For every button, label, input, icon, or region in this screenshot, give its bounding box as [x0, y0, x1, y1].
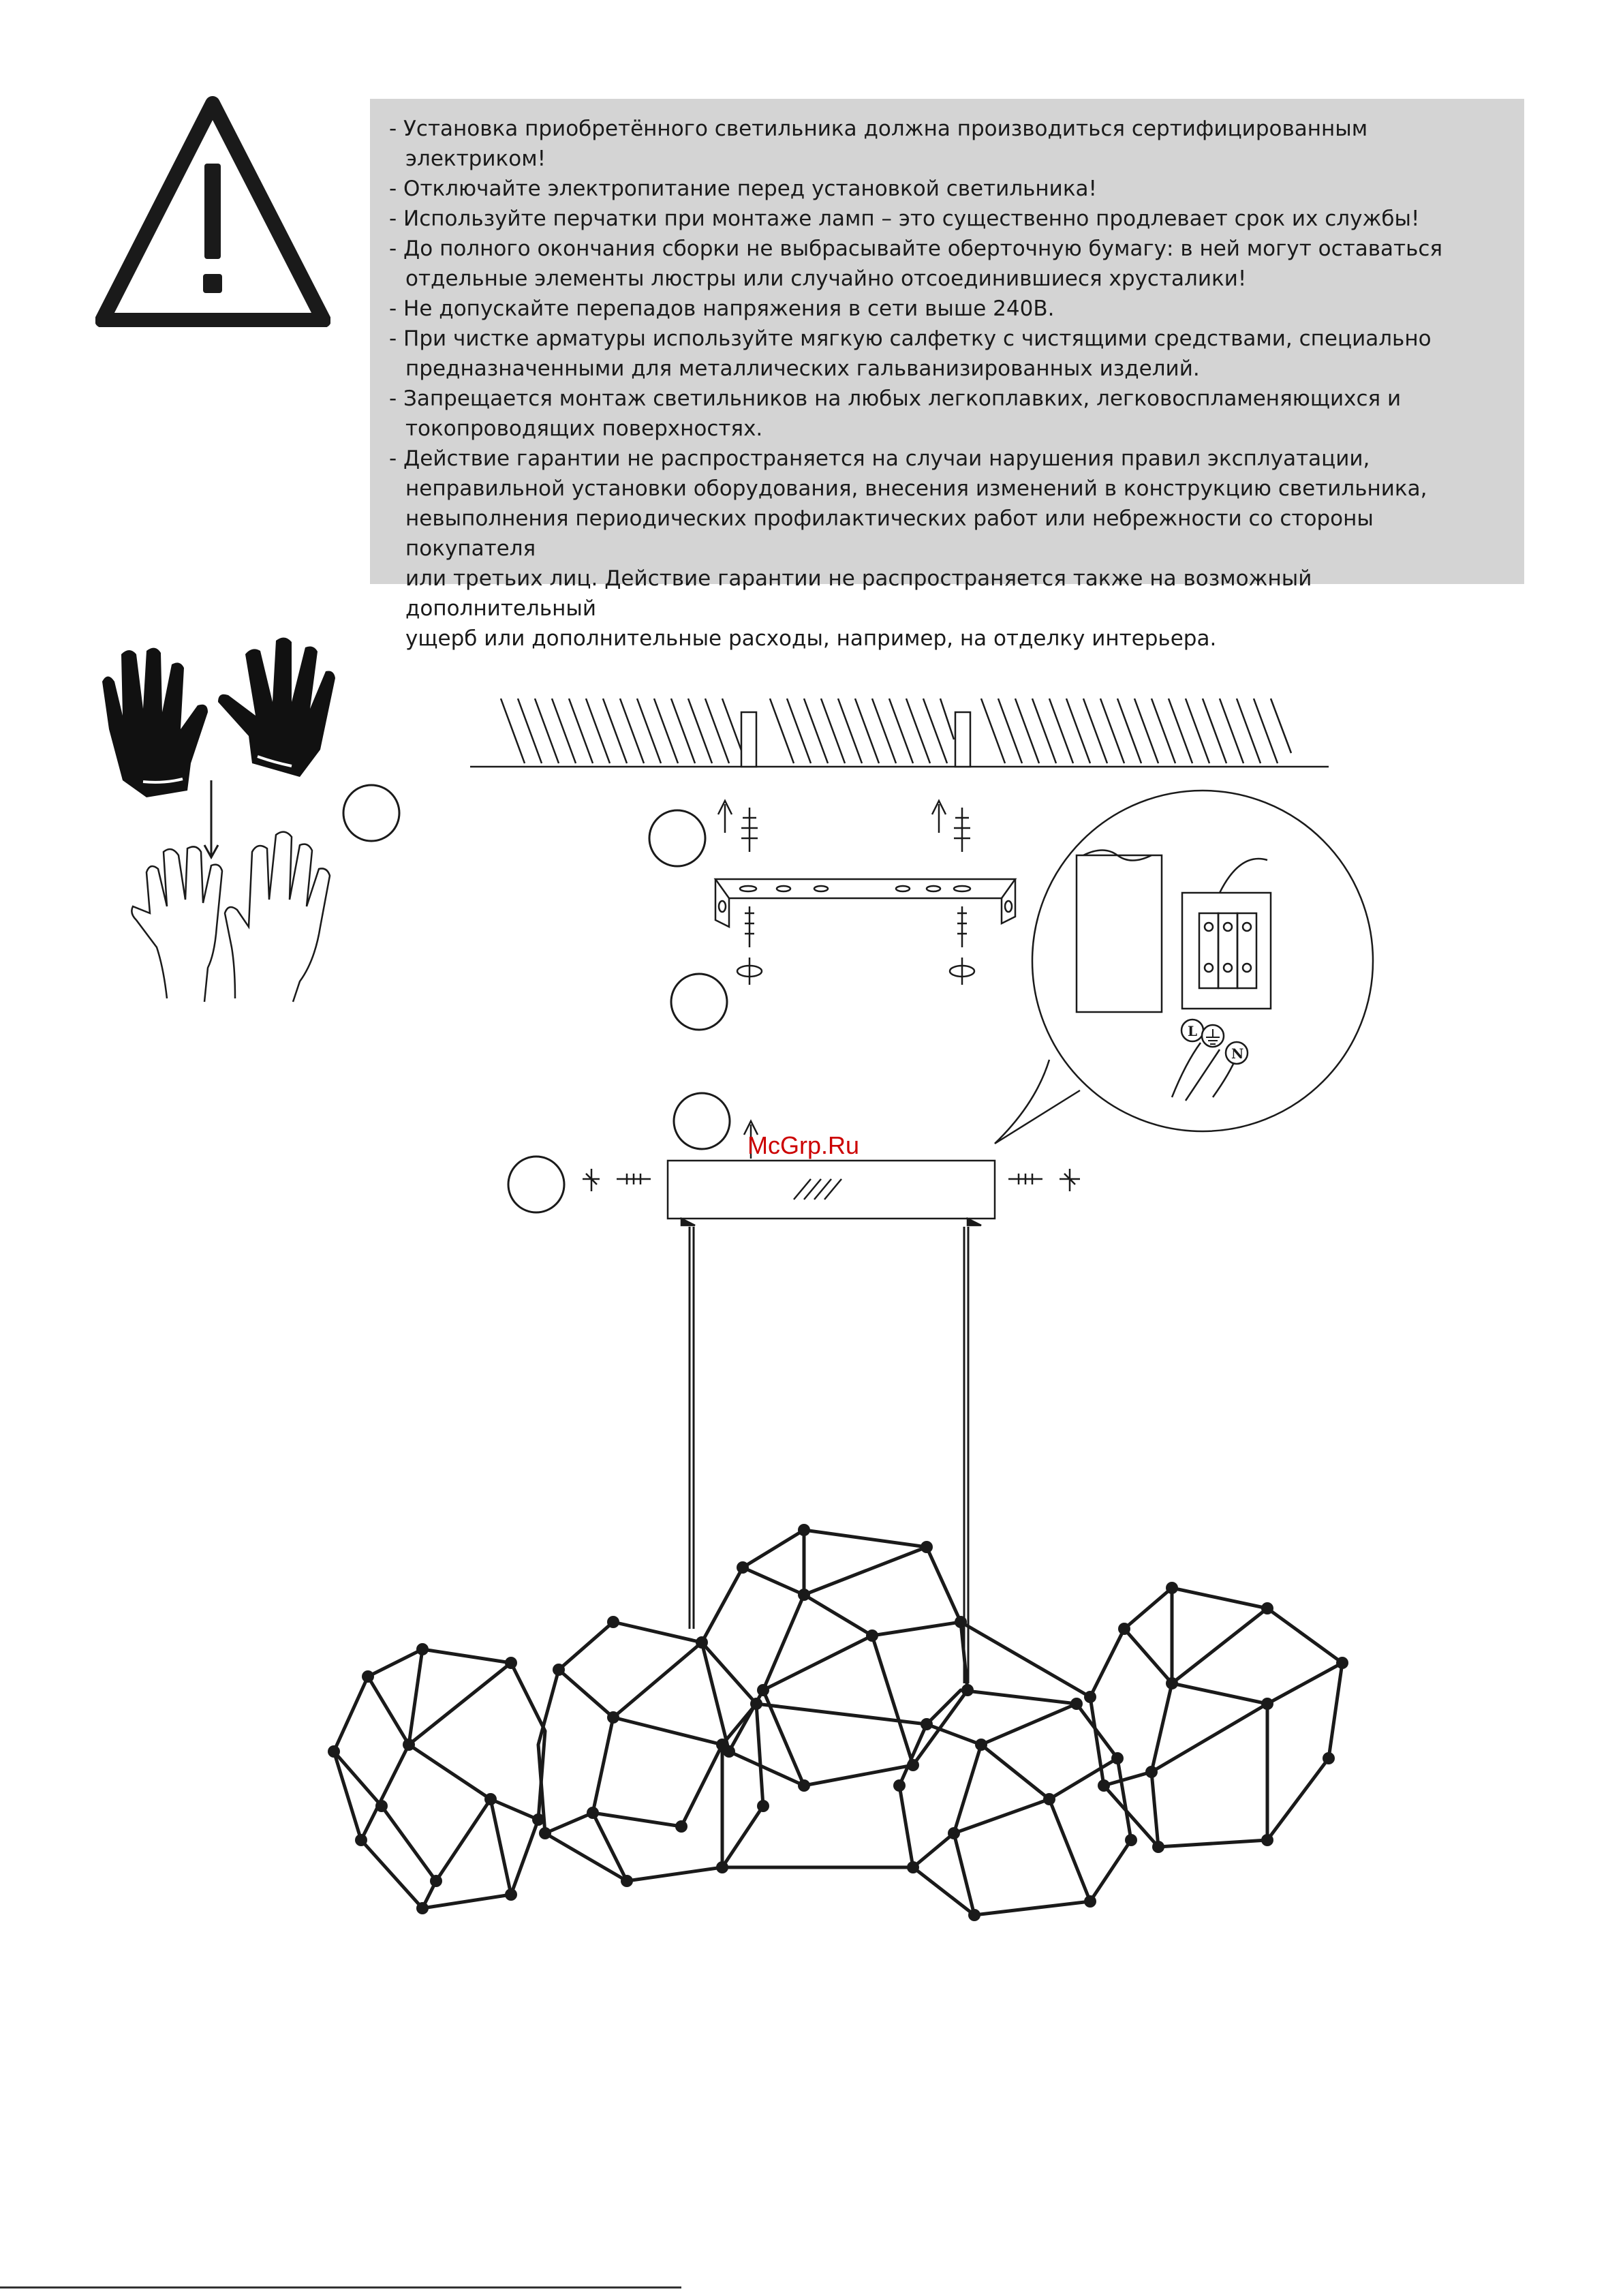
step-circle — [649, 810, 705, 866]
step-circle — [343, 785, 399, 841]
suspension-cables — [690, 1227, 968, 1683]
warning-item: - Действие гарантии не распространяется на случаи нарушения правил эксплуатации, неправильной установки оборудования, внесения изменений в конструкцию светильника, невыполнения периодических профилактических работ или небрежности со стороны покупателя или третьих лиц. Действие гарантии не распространяется также на возможный дополнительный ущерб или дополнительные расходы, например, на отделку интерьера. — [389, 446, 1427, 651]
warning-item: - Не допускайте перепадов напряжения в сети выше 240В. — [389, 296, 1055, 321]
warning-triangle-icon — [95, 95, 330, 327]
step-circle — [508, 1157, 564, 1212]
safety-notice — [370, 99, 1524, 651]
warning-item: - При чистке арматуры используйте мягкую салфетку с чистящими средствами, специально предназначенными для металлических гальванизированных изделий. — [389, 326, 1432, 381]
anchor-screws — [718, 801, 974, 985]
installation-diagram — [0, 600, 1623, 2296]
warning-item: - Установка приобретённого светильника должна производиться сертифицированным электриком! — [389, 117, 1368, 171]
gloves-icon — [102, 637, 335, 797]
terminal-label-neutral: N — [1231, 1045, 1244, 1062]
warning-item: - До полного окончания сборки не выбрасывайте оберточную бумагу: в ней могут оставаться отдельные элементы люстры или случайно отсоединившиеся хрусталики! — [389, 236, 1443, 291]
step-circle — [671, 974, 727, 1030]
mounting-bracket — [715, 879, 1015, 927]
warning-item: - Отключайте электропитание перед установкой светильника! — [389, 177, 1097, 201]
watermark: McGrp.Ru — [747, 1131, 860, 1159]
hands-icon — [132, 832, 330, 1002]
chandelier-frame — [328, 1524, 1348, 1921]
terminal-label-live: L — [1188, 1023, 1198, 1039]
down-arrow-icon — [204, 780, 218, 857]
warning-item: - Используйте перчатки при монтаже ламп – это существенно продлевает срок их службы! — [389, 206, 1420, 231]
ceiling — [470, 699, 1329, 767]
bottom-rule — [0, 2286, 681, 2289]
wiring-detail — [995, 791, 1373, 1144]
warning-item: - Запрещается монтаж светильников на любых легкоплавких, легковоспламеняющихся и токопроводящих поверхностях. — [389, 386, 1402, 441]
step-circle — [674, 1093, 730, 1149]
